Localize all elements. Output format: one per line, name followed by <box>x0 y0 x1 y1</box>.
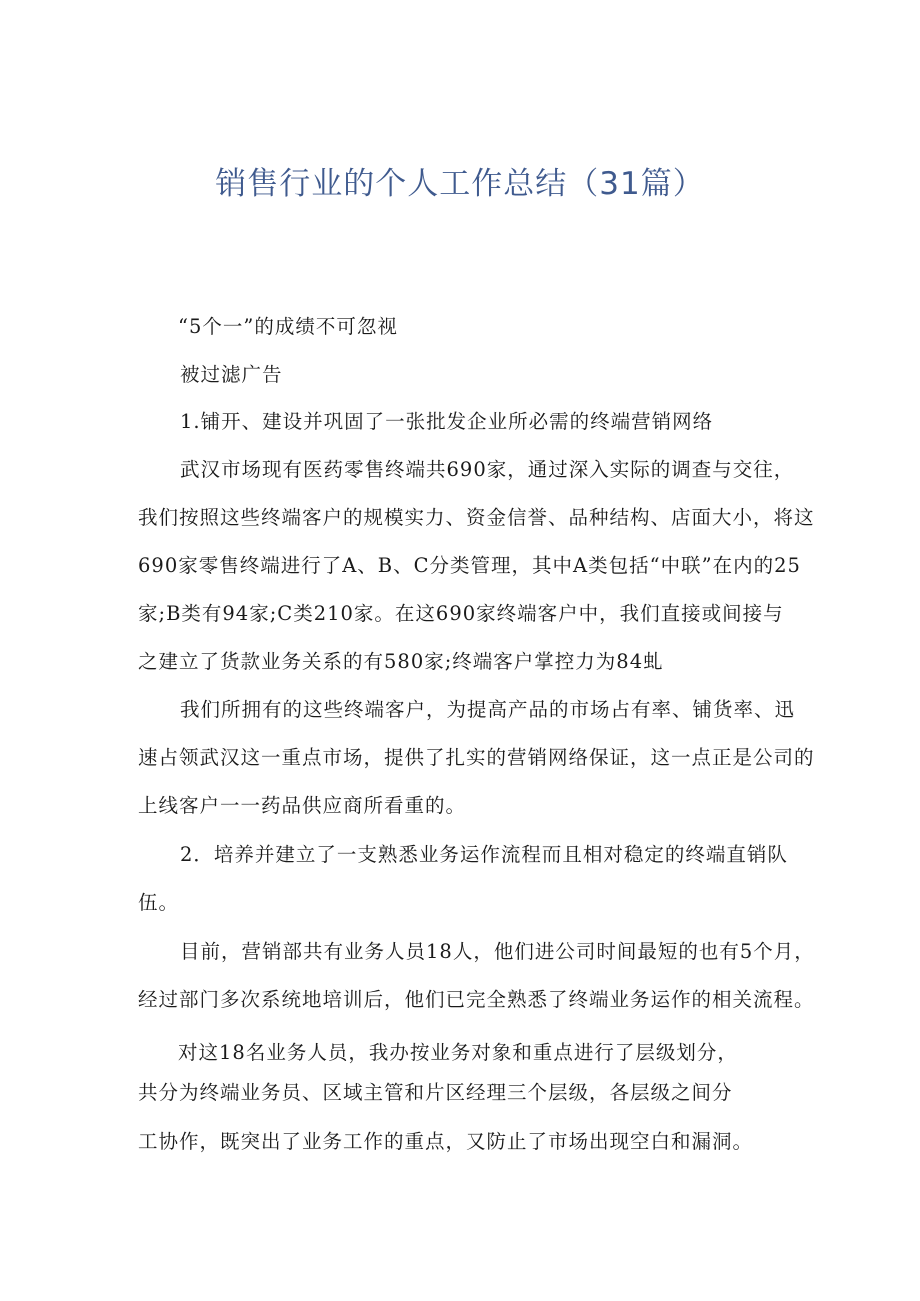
body-line: 之建立了货款业务关系的有580家;终端客户掌控力为84虬 <box>138 650 664 673</box>
body-line: 690家零售终端进行了A、B、C分类管理，其中A类包括“中联”在内的25 <box>138 554 801 577</box>
filtered-ad-note: 被过滤广告 <box>180 363 283 386</box>
body-line: 目前，营销部共有业务人员18人，他们进公司时间最短的也有5个月， <box>180 940 815 963</box>
body-line: 武汉市场现有医药零售终端共690家，通过深入实际的调查与交往， <box>180 458 795 481</box>
body-line: 我们所拥有的这些终端客户，为提高产品的市场占有率、铺货率、迅 <box>180 698 796 721</box>
body-line: 我们按照这些终端客户的规模实力、资金信誉、品种结构、店面大小，将这 <box>138 506 815 529</box>
document-title: 销售行业的个人工作总结（31篇） <box>215 166 705 202</box>
body-line: 工协作，既突出了业务工作的重点，又防止了市场出现空白和漏洞。 <box>138 1130 754 1153</box>
body-line: 经过部门多次系统地培训后，他们已完全熟悉了终端业务运作的相关流程。 <box>138 988 815 1011</box>
point-2-heading-cont: 伍。 <box>138 891 180 914</box>
point-1-heading: 1.铺开、建设并巩固了一张批发企业所必需的终端营销网络 <box>180 410 714 433</box>
section-heading: “5个一”的成绩不可忽视 <box>178 315 398 338</box>
body-line: 对这18名业务人员，我办按业务对象和重点进行了层级划分， <box>178 1041 738 1064</box>
body-line: 上线客户一一药品供应商所看重的。 <box>138 794 467 817</box>
body-line: 共分为终端业务员、区域主管和片区经理三个层级，各层级之间分 <box>138 1081 733 1104</box>
body-line: 速占领武汉这一重点市场，提供了扎实的营销网络保证，这一点正是公司的 <box>138 746 815 769</box>
body-line: 家;B类有94家;C类210家。在这690家终端客户中，我们直接或间接与 <box>138 602 784 625</box>
point-2-heading: 2．培养并建立了一支熟悉业务运作流程而且相对稳定的终端直销队 <box>180 843 788 866</box>
